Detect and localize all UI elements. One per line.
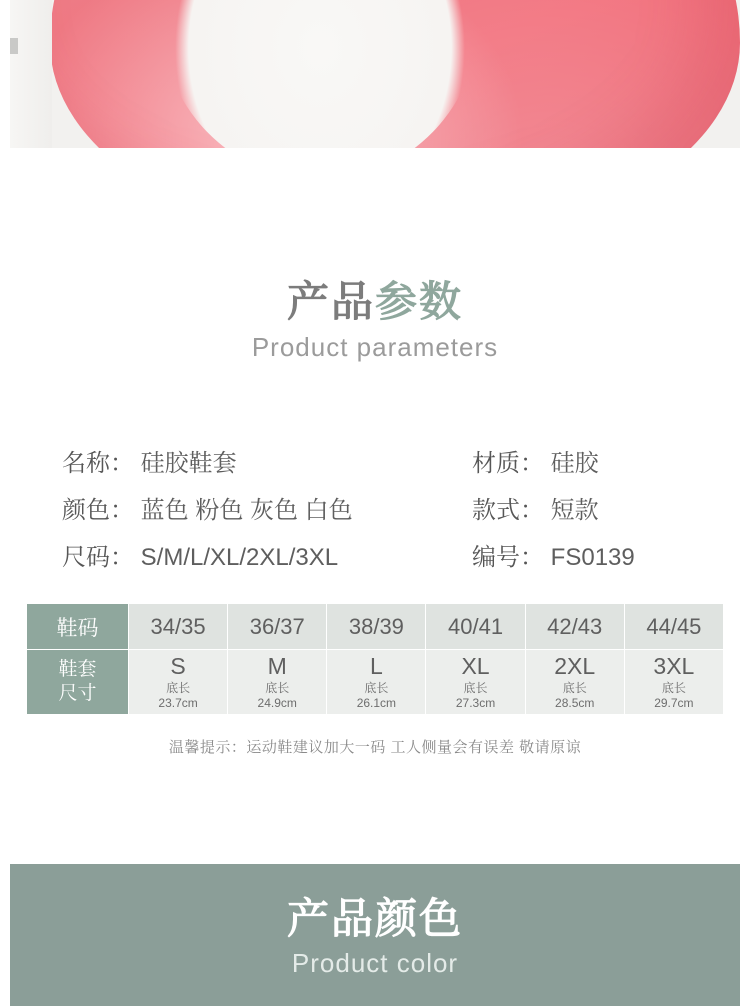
sole-length-label: 底长 — [661, 681, 686, 695]
spec-name-value: 硅胶鞋套 — [140, 450, 237, 477]
table-header-cover-size-line1: 鞋套 — [58, 659, 97, 681]
sole-length-label: 底长 — [562, 681, 587, 695]
cover-size-value: XL — [461, 653, 490, 679]
table-cell-shoe-size: 36/37 — [228, 604, 327, 650]
spec-material-value: 硅胶 — [550, 450, 599, 477]
spec-style-label: 款式： — [472, 497, 544, 524]
spec-color — [62, 490, 353, 525]
cover-size-value: 2XL — [554, 653, 596, 679]
cover-size-value: L — [369, 653, 383, 679]
sole-length-value: 28.5cm — [555, 696, 595, 710]
spec-size — [62, 537, 338, 572]
spec-color-label: 颜色： — [62, 497, 134, 524]
spec-name — [62, 443, 237, 478]
spec-color-value: 蓝色 粉色 灰色 白色 — [140, 497, 353, 524]
cover-size-value: 3XL — [653, 653, 695, 679]
photo-left-edge — [10, 0, 52, 148]
parameters-title-cn-accent: 参数 — [375, 278, 464, 325]
table-header-shoe-size: 鞋码 — [27, 604, 129, 650]
table-cell-cover-size — [228, 650, 327, 715]
parameters-section-heading — [0, 278, 750, 363]
table-cell-cover-size — [129, 650, 228, 715]
photo-edge-marker — [10, 38, 18, 54]
table-cell-shoe-size: 40/41 — [426, 604, 525, 650]
parameters-title-cn-plain: 产品 — [286, 278, 375, 325]
color-section-banner — [10, 864, 740, 1006]
spec-row — [0, 490, 750, 537]
sole-length-value: 27.3cm — [455, 696, 496, 710]
table-cell-shoe-size: 38/39 — [327, 604, 426, 650]
sole-length-label: 底长 — [265, 681, 290, 695]
size-tip-note: 温馨提示：运动鞋建议加大一码 工人侧量会有误差 敬请原谅 — [168, 739, 582, 756]
spec-material-label: 材质： — [472, 450, 544, 477]
spec-style-value: 短款 — [550, 497, 599, 524]
color-title-cn: 产品颜色 — [286, 895, 463, 942]
parameters-title-cn — [0, 278, 750, 326]
table-cell-shoe-size: 44/45 — [624, 604, 723, 650]
sole-length-label: 底长 — [463, 681, 488, 695]
table-header-cover-size-line2: 尺寸 — [58, 683, 97, 704]
spec-name-label: 名称： — [62, 450, 134, 477]
spec-row — [0, 443, 750, 490]
table-cell-cover-size — [624, 650, 723, 715]
table-cell-shoe-size: 42/43 — [525, 604, 624, 650]
spec-size-value: S/M/L/XL/2XL/3XL — [140, 544, 339, 571]
sole-length-value: 24.9cm — [257, 696, 297, 710]
spec-row — [0, 537, 750, 584]
parameters-title-en: Product parameters — [251, 332, 499, 363]
spec-material — [472, 443, 599, 478]
table-cell-cover-size — [525, 650, 624, 715]
size-chart-table — [26, 603, 724, 715]
sole-length-value: 26.1cm — [356, 696, 397, 710]
spec-list — [0, 443, 750, 584]
shoe-opening-highlight — [160, 0, 480, 148]
sole-length-label: 底长 — [364, 681, 389, 695]
table-cell-cover-size — [426, 650, 525, 715]
table-header-cover-size — [27, 650, 129, 715]
product-photo-top — [10, 0, 740, 148]
spec-model-value: FS0139 — [550, 544, 635, 571]
spec-model — [472, 537, 635, 572]
color-title-en: Product color — [291, 948, 459, 978]
spec-size-label: 尺码： — [62, 544, 134, 571]
sole-length-value: 23.7cm — [158, 696, 198, 710]
sole-length-value: 29.7cm — [654, 696, 694, 710]
spec-style — [472, 490, 599, 525]
sole-length-label: 底长 — [166, 681, 191, 695]
table-cell-cover-size — [327, 650, 426, 715]
table-cell-shoe-size: 34/35 — [129, 604, 228, 650]
table-row-shoe-size — [27, 604, 724, 650]
cover-size-value: M — [267, 653, 287, 679]
cover-size-value: S — [170, 653, 186, 679]
spec-model-label: 编号： — [472, 544, 544, 571]
table-row-cover-size — [27, 650, 724, 715]
